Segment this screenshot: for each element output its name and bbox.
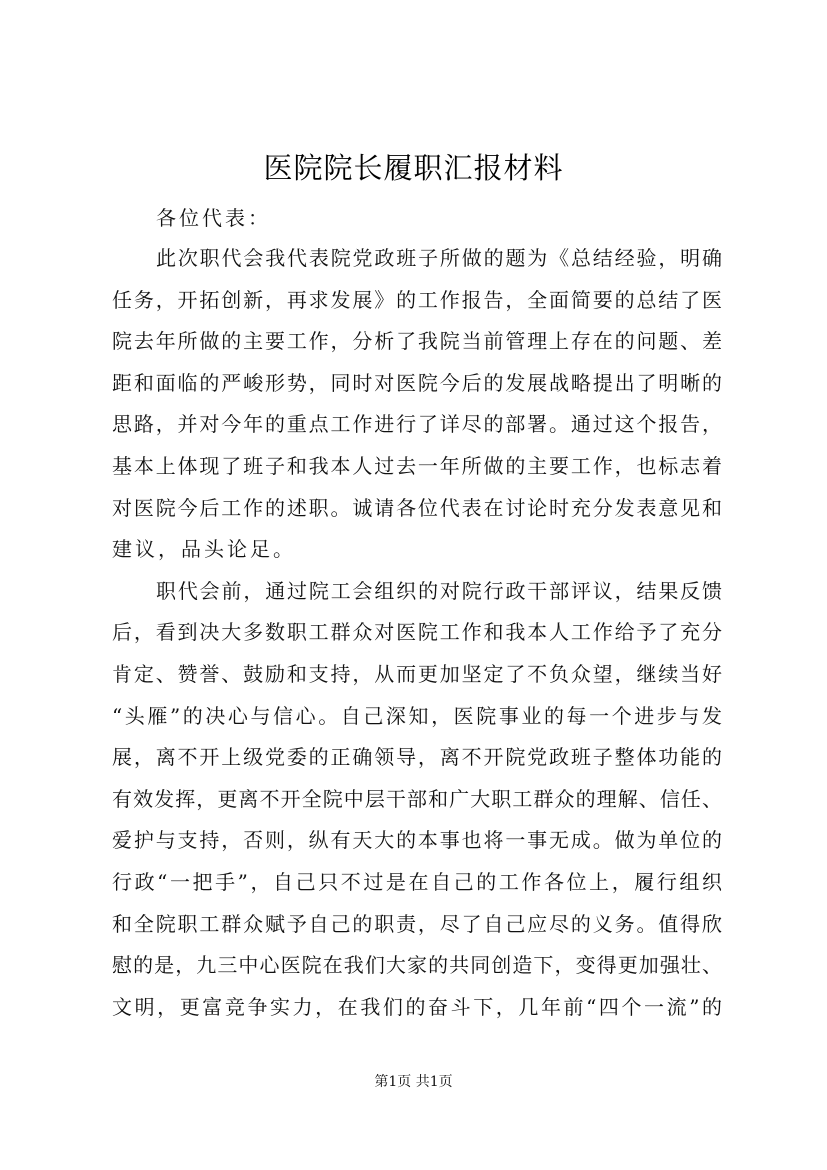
text-line: 对医院今后工作的述职。诚请各位代表在讨论时充分发表意见和 <box>112 495 722 520</box>
text-line: 文明，更富竞争实力，在我们的奋斗下，几年前“四个一流”的 <box>112 994 722 1019</box>
text-line: 建议，品头论足。 <box>112 537 296 562</box>
text-line: 和全院职工群众赋予自己的职责，尽了自己应尽的义务。值得欣 <box>112 911 722 936</box>
text-line: 任务，开拓创新，再求发展》的工作报告，全面简要的总结了医 <box>112 287 722 312</box>
text-line: 院去年所做的主要工作，分析了我院当前管理上存在的问题、差 <box>112 329 722 354</box>
text-line: 后，看到决大多数职工群众对医院工作和我本人工作给予了充分 <box>112 620 722 645</box>
document-title: 医院院长履职汇报材料 <box>263 151 564 185</box>
body-text <box>112 238 722 1028</box>
text-line: 有效发挥，更离不开全院中层干部和广大职工群众的理解、信任、 <box>112 786 722 811</box>
salutation: 各位代表： <box>156 206 271 230</box>
text-line: 展，离不开上级党委的正确领导，离不开院党政班子整体功能的 <box>112 745 722 770</box>
text-line: 此次职代会我代表院党政班子所做的题为《总结经验，明确 <box>156 246 722 270</box>
text-line: 爱护与支持，否则，纵有天大的本事也将一事无成。做为单位的 <box>112 828 722 853</box>
text-line: 距和面临的严峻形势，同时对医院今后的发展战略提出了明晰的 <box>112 370 722 395</box>
text-line: 思路，并对今年的重点工作进行了详尽的部署。通过这个报告， <box>112 412 722 437</box>
text-line: 慰的是，九三中心医院在我们大家的共同创造下，变得更加强壮、 <box>112 953 722 978</box>
text-line: “头雁”的决心与信心。自己深知，医院事业的每一个进步与发 <box>112 703 722 728</box>
page-number: 第1页 共1页 <box>374 1074 453 1090</box>
text-line: 肯定、赞誉、鼓励和支持，从而更加坚定了不负众望，继续当好 <box>112 661 722 686</box>
text-line: 行政“一把手”，自己只不过是在自己的工作各位上，履行组织 <box>112 869 722 894</box>
text-line: 职代会前，通过院工会组织的对院行政干部评议，结果反馈 <box>156 578 722 603</box>
text-line: 基本上体现了班子和我本人过去一年所做的主要工作，也标志着 <box>112 453 722 478</box>
